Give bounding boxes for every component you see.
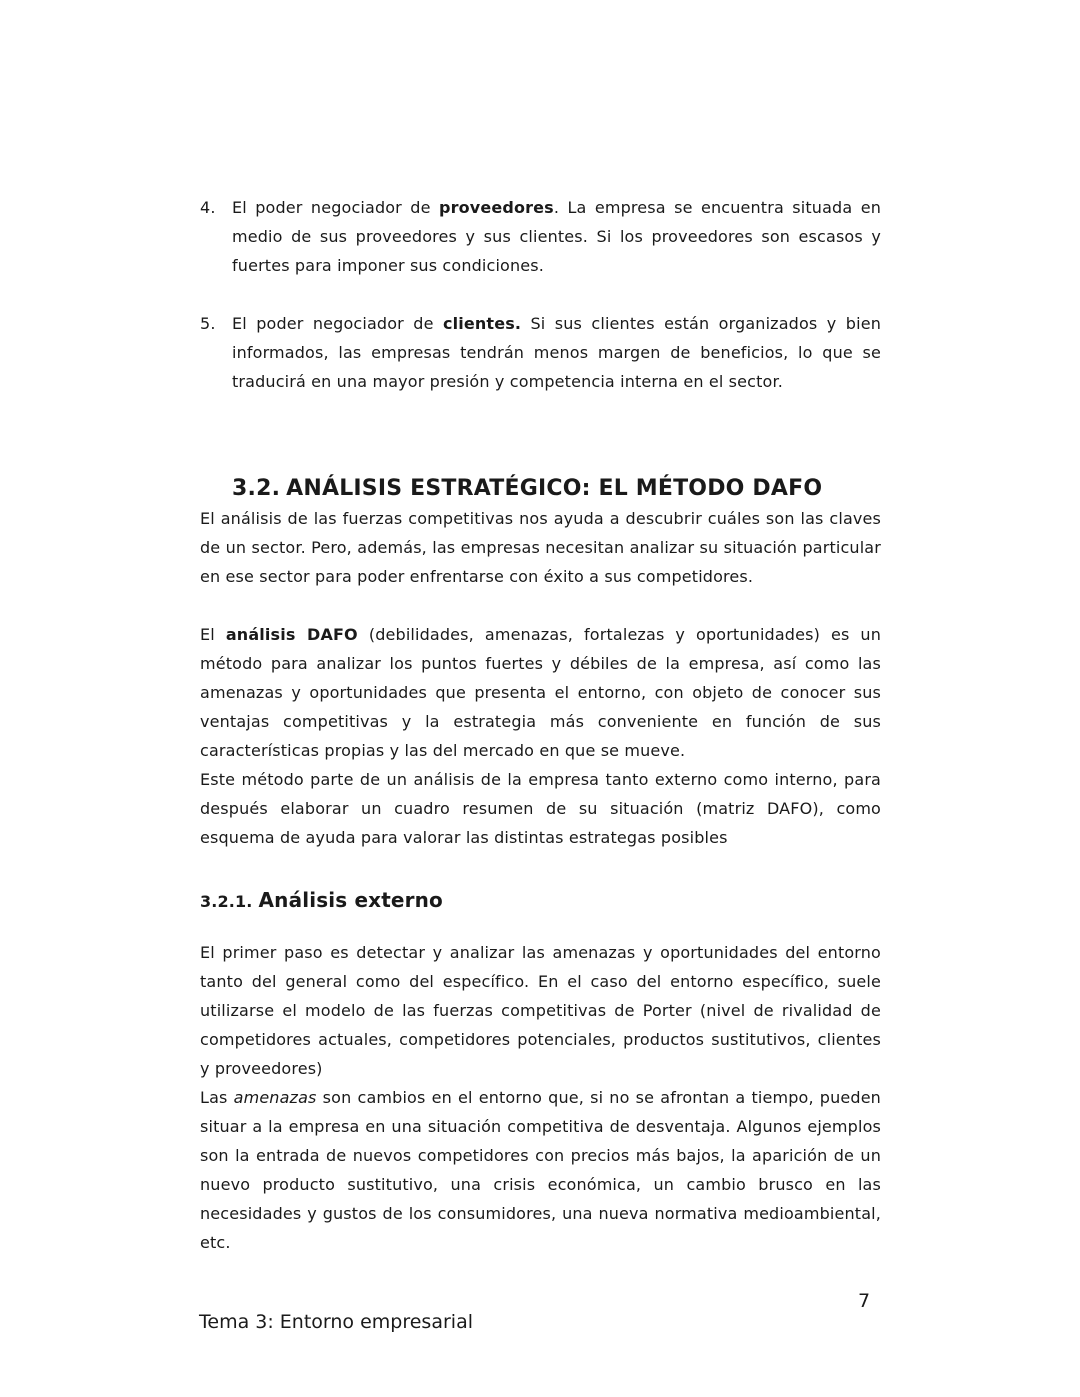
section-title: ANÁLISIS ESTRATÉGICO: EL MÉTODO DAFO [286,476,823,501]
subsection-paragraph-2 [200,1083,881,1257]
page-number: 7 [858,1290,871,1312]
section-paragraph-2 [200,620,881,765]
paragraph-text: son cambios en el entorno que, si no se afrontan a tiempo, pueden situar a la empresa en una situación competitiva de desventaja. Algunos ejemplos son la entrada de nuevos competidores con precios más bajos, la aparición de un nuevo producto sustitutivo, una crisis económica, un cambio brusco en las necesidades y gustos de los consumidores, una nueva normativa medioambiental, etc. [200,1088,881,1252]
section-paragraph-3: Este método parte de un análisis de la empresa tanto externo como interno, para después elaborar un cuadro resumen de su situación (matriz DAFO), como esquema de ayuda para valorar las distintas estrategas posibles [200,770,881,847]
subsection-title: Análisis externo [258,888,443,912]
page-content [200,193,881,1257]
paragraph-text: El [200,625,226,644]
italic-term-amenazas: amenazas [233,1088,317,1107]
list-bold-term: clientes. [442,314,522,333]
subsection-heading [200,884,881,918]
list-number: 4. [200,198,216,217]
list-number: 5. [200,314,216,333]
list-text: El poder negociador de [232,198,439,217]
section-number: 3.2. [232,476,281,501]
list-item-clientes [200,309,881,396]
subsection-number: 3.2.1. [200,892,253,911]
bold-term-dafo: análisis DAFO [225,625,358,644]
subsection-paragraph-1: El primer paso es detectar y analizar las amenazas y oportunidades del entorno tanto del general como del específico. En el caso del entorno específico, suele utilizarse el modelo de las fuerzas competitivas de Porter (nivel de rivalidad de competidores actuales, competidores potenciales, productos sustitutivos, clientes y proveedores) [200,943,881,1078]
list-item-proveedores [200,193,881,280]
list-text: El poder negociador de [232,314,443,333]
section-heading [232,474,881,504]
list-bold-term: proveedores [439,198,554,217]
paragraph-text: Las [200,1088,234,1107]
list-text: . La empresa se encuentra situada en medio de sus proveedores y sus clientes. Si los proveedores son escasos y fuertes para imponer sus condiciones. [232,198,881,275]
paragraph-text: (debilidades, amenazas, fortalezas y oportunidades) es un método para analizar los puntos fuertes y débiles de la empresa, así como las amenazas y oportunidades que presenta el entorno, con objeto de conocer sus ventajas competitivas y la estrategia más conveniente en función de sus características propias y las del mercado en que se mueve. [200,625,882,760]
list-text: Si sus clientes están organizados y bien informados, las empresas tendrán menos margen de beneficios, lo que se traducirá en una mayor presión y competencia interna en el sector. [232,314,881,391]
footer-title: Tema 3: Entorno empresarial [199,1311,473,1333]
section-paragraph-1: El análisis de las fuerzas competitivas nos ayuda a descubrir cuáles son las claves de un sector. Pero, además, las empresas necesitan analizar su situación particular en ese sector para poder enfrentarse con éxito a sus competidores. [200,509,881,586]
